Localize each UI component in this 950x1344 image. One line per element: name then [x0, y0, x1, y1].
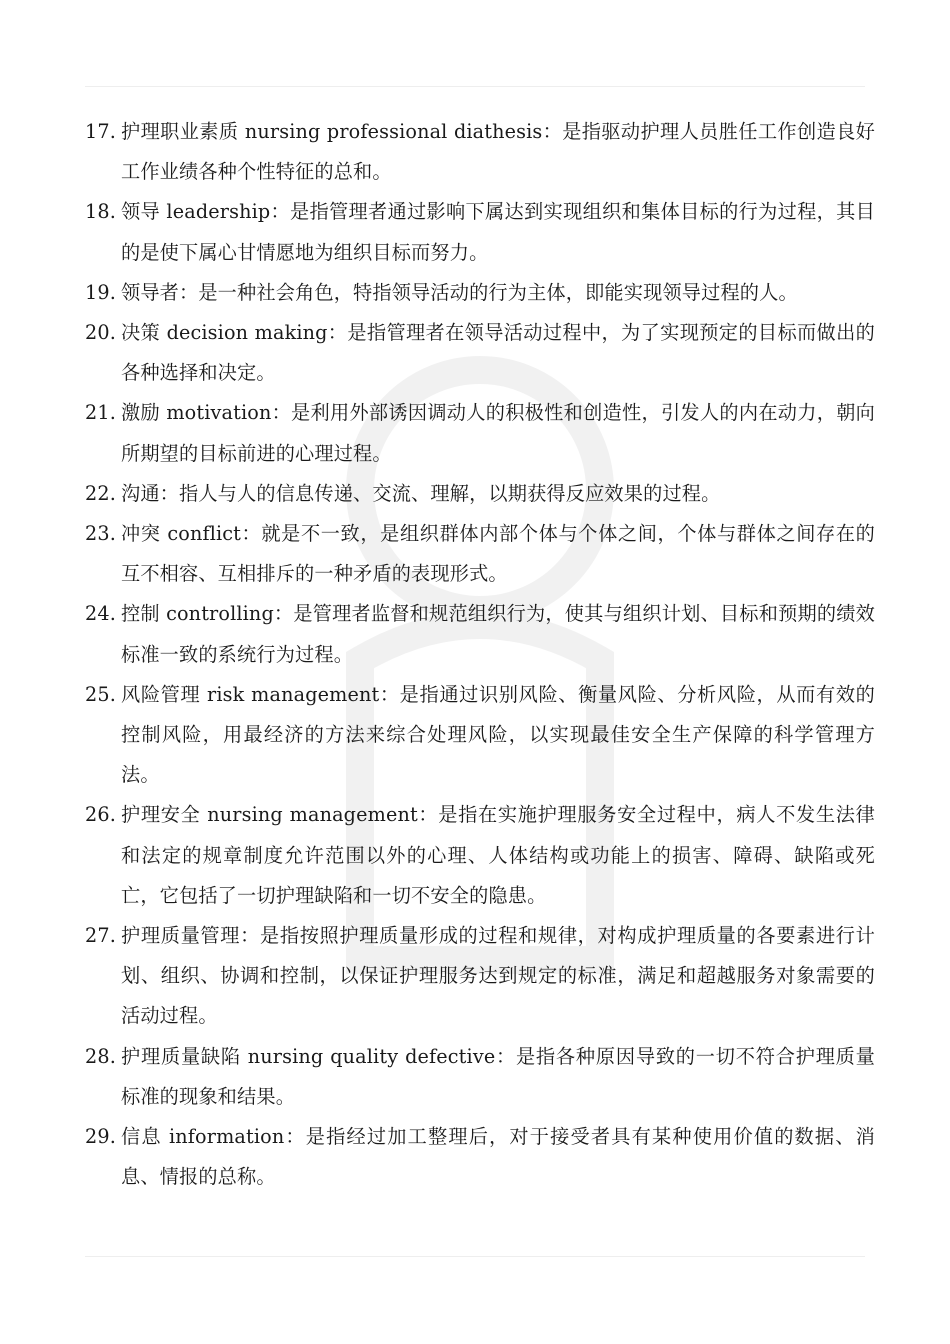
term-definition: 领导者：是一种社会角色，特指领导活动的行为主体，即能实现领导过程的人。 — [121, 280, 798, 304]
term-item — [85, 112, 875, 192]
term-item — [85, 313, 875, 393]
term-definition: 风险管理 risk management：是指通过识别风险、衡量风险、分析风险，从而有效的控制风险，用最经济的方法来综合处理风险，以实现最佳安全生产保障的科学管理方法。 — [121, 682, 875, 787]
term-item — [85, 393, 875, 473]
term-item — [85, 514, 875, 594]
term-item — [85, 192, 875, 272]
term-number: 24. — [85, 602, 116, 626]
term-definition: 信息 information：是指经过加工整理后，对于接受者具有某种使用价值的数据、消息、情报的总称。 — [121, 1125, 875, 1189]
term-number: 29. — [85, 1125, 116, 1149]
term-definition: 激励 motivation：是利用外部诱因调动人的积极性和创造性，引发人的内在动力，朝向所期望的目标前进的心理过程。 — [121, 401, 875, 465]
term-number: 25. — [85, 682, 116, 706]
term-number: 20. — [85, 321, 116, 345]
term-definition: 沟通：指人与人的信息传递、交流、理解，以期获得反应效果的过程。 — [121, 481, 721, 505]
term-definition: 护理安全 nursing management：是指在实施护理服务安全过程中，病人不发生法律和法定的规章制度允许范围以外的心理、人体结构或功能上的损害、障碍、缺陷或死亡，它包括了一切护理缺陷和一切不安全的隐患。 — [121, 803, 875, 907]
term-definition: 护理职业素质 nursing professional diathesis：是指驱动护理人员胜任工作创造良好工作业绩各种个性特征的总和。 — [121, 120, 875, 184]
term-definition: 领导 leadership：是指管理者通过影响下属达到实现组织和集体目标的行为过程，其目的是使下属心甘情愿地为组织目标而努力。 — [121, 200, 875, 264]
header-rule — [85, 86, 865, 87]
footer-rule — [85, 1256, 865, 1257]
term-item — [85, 273, 875, 313]
term-number: 27. — [85, 924, 116, 948]
term-item — [85, 1037, 875, 1117]
term-number: 22. — [85, 481, 116, 505]
term-definition: 冲突 conflict：就是不一致，是组织群体内部个体与个体之间，个体与群体之间存在的互不相容、互相排斥的一种矛盾的表现形式。 — [121, 522, 875, 586]
term-definition: 护理质量管理：是指按照护理质量形成的过程和规律，对构成护理质量的各要素进行计划、组织、协调和控制，以保证护理服务达到规定的标准，满足和超越服务对象需要的活动过程。 — [121, 924, 875, 1028]
term-item — [85, 916, 875, 1037]
term-item — [85, 795, 875, 916]
term-definition: 控制 controlling：是管理者监督和规范组织行为，使其与组织计划、目标和预期的绩效标准一致的系统行为过程。 — [121, 602, 875, 666]
term-definition: 决策 decision making：是指管理者在领导活动过程中，为了实现预定的目标而做出的各种选择和决定。 — [121, 321, 875, 385]
term-item — [85, 675, 875, 796]
term-number: 18. — [85, 200, 116, 224]
term-number: 28. — [85, 1044, 116, 1068]
term-item — [85, 594, 875, 674]
term-number: 19. — [85, 280, 116, 304]
term-definition: 护理质量缺陷 nursing quality defective：是指各种原因导致的一切不符合护理质量标准的现象和结果。 — [121, 1044, 875, 1108]
term-number: 26. — [85, 803, 116, 827]
term-number: 17. — [85, 120, 116, 143]
term-item — [85, 1117, 875, 1197]
term-number: 21. — [85, 401, 116, 425]
term-number: 23. — [85, 522, 116, 546]
term-item — [85, 474, 875, 514]
glossary-list — [85, 112, 875, 1197]
